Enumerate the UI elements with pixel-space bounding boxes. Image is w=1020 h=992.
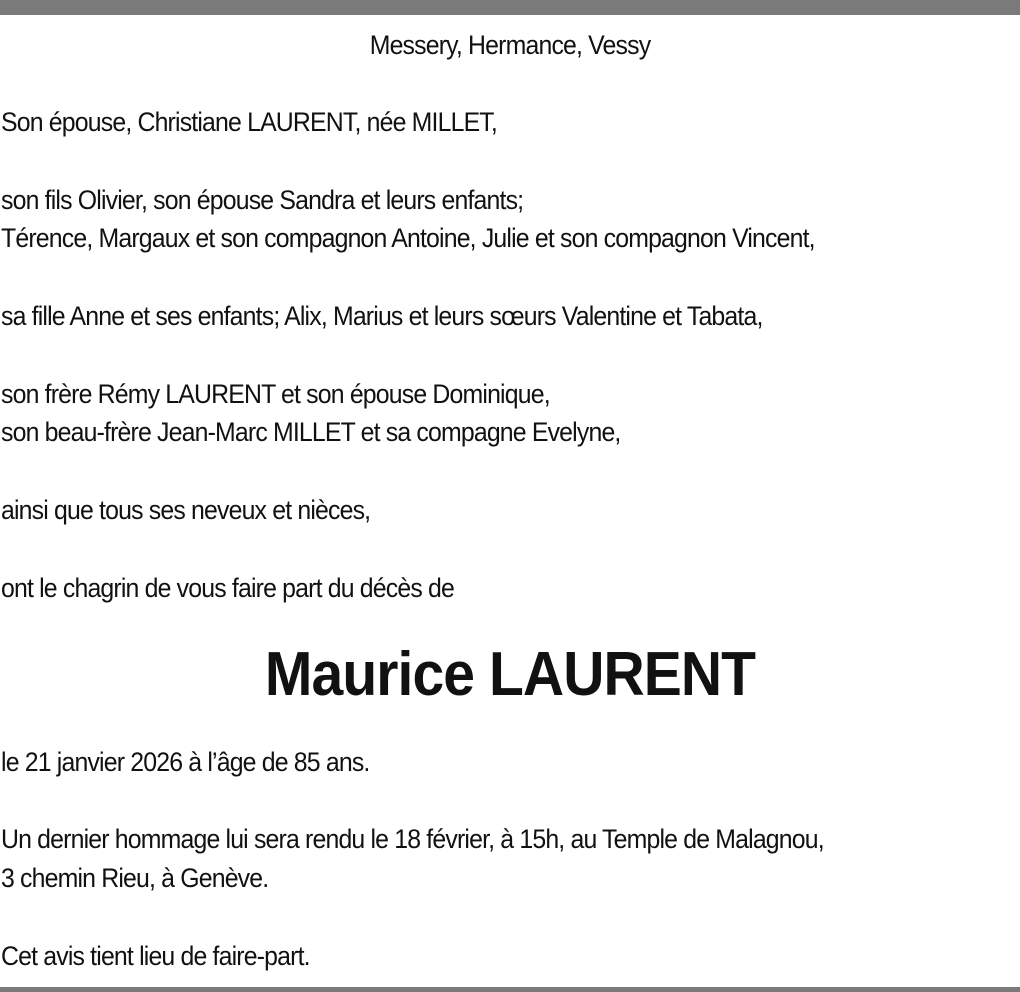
date-age-line: le 21 janvier 2026 à l’âge de 85 ans. [1,747,370,777]
spouse-line: Son épouse, Christiane LAURENT, née MILLET, [1,107,497,137]
brother-line: son frère Rémy LAURENT et son épouse Dominique, [1,379,550,409]
deceased-name: Maurice LAURENT [264,640,756,709]
grandchildren-line: Térence, Margaux et son compagnon Antoine, Julie et son compagnon Vincent, [1,223,815,253]
intro-line: ont le chagrin de vous faire part du décès de [1,573,454,603]
brother-in-law-line: son beau-frère Jean-Marc MILLET et sa compagne Evelyne, [1,417,621,447]
ceremony-line: Un dernier hommage lui sera rendu le 18 février, à 15h, au Temple de Malagnou, [1,824,824,854]
nephews-line: ainsi que tous ses neveux et nièces, [1,495,371,525]
daughter-line: sa fille Anne et ses enfants; Alix, Marius et leurs sœurs Valentine et Tabata, [1,301,763,331]
bottom-divider [0,987,1020,992]
locations-header: Messery, Hermance, Vessy [369,30,651,60]
ceremony-address-line: 3 chemin Rieu, à Genève. [1,863,269,893]
son-line: son fils Olivier, son épouse Sandra et leurs enfants; [1,185,524,215]
closing-line: Cet avis tient lieu de faire-part. [1,941,310,971]
